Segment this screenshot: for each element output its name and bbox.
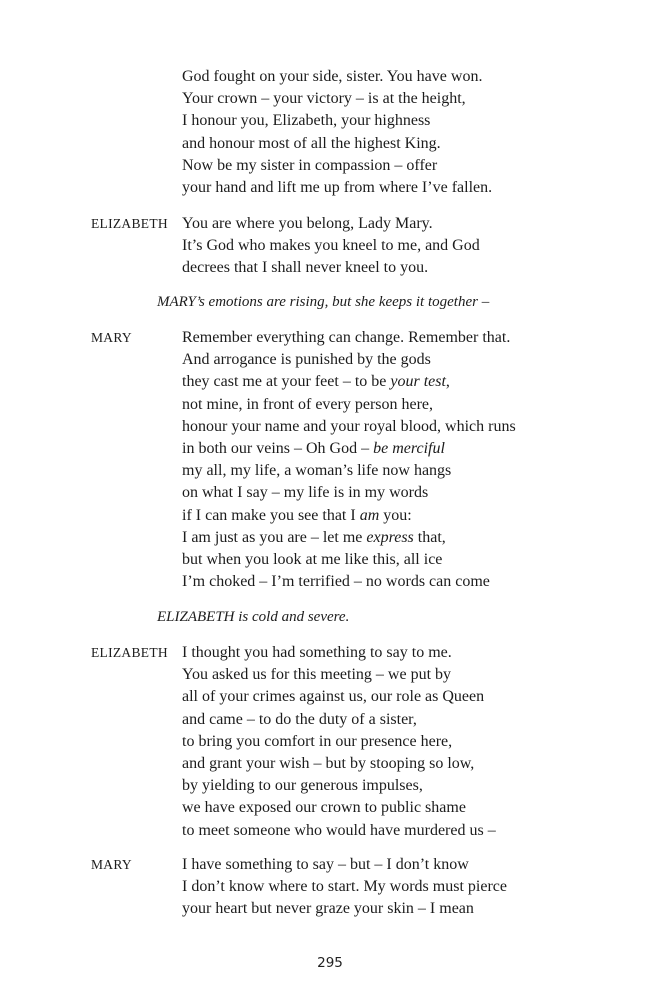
verse-line: all of your crimes against us, our role as Queen — [182, 688, 485, 706]
verse-line: on what I say – my life is in my words — [182, 484, 429, 502]
verse-line: to bring you comfort in our presence here, — [182, 732, 453, 750]
verse-line: I have something to say – but – I don’t know — [182, 856, 469, 873]
verse-line: It’s God who makes you kneel to me, and God — [182, 237, 480, 255]
emphasis-text: be merciful — [373, 440, 445, 458]
verse-line: we have exposed our crown to public shame — [182, 799, 466, 817]
verse-line: honour your name and your royal blood, which runs — [182, 417, 516, 435]
emphasis-text: am — [359, 506, 380, 524]
verse-line: I don’t know where to start. My words must pierce — [182, 878, 507, 896]
stage-direction: ELIZABETH is cold and severe. — [157, 609, 350, 625]
verse-line: in both our veins – Oh God – be merciful — [182, 440, 445, 458]
verse-line: You are where you belong, Lady Mary. — [182, 215, 433, 232]
verse-line: if I can make you see that I am you: — [182, 506, 412, 524]
page-number: 295 — [317, 955, 343, 971]
verse-line: my all, my life, a woman’s life now hangs — [182, 462, 452, 480]
verse-line: and honour most of all the highest King. — [182, 134, 441, 152]
verse-line: to meet someone who would have murdered us – — [182, 821, 496, 839]
emphasis-text: express — [366, 528, 414, 546]
verse-line: and came – to do the duty of a sister, — [182, 710, 417, 728]
verse-line: and grant your wish – but by stooping so low, — [182, 755, 475, 773]
verse-lines — [182, 213, 480, 280]
verse-line: I thought you had something to say to me. — [182, 644, 452, 661]
verse-line: Remember everything can change. Remember that. — [182, 329, 511, 346]
verse-line: your hand and lift me up from where I’ve fallen. — [182, 179, 493, 197]
verse-line: not mine, in front of every person here, — [182, 395, 434, 413]
verse-line: your heart but never graze your skin – I mean — [182, 900, 474, 918]
verse-lines — [182, 854, 507, 921]
speaker-name: ELIZABETH — [91, 645, 168, 660]
verse-lines — [182, 642, 496, 842]
verse-line: they cast me at your feet – to be your test, — [182, 373, 450, 391]
verse-line: You asked us for this meeting – we put by — [182, 666, 452, 684]
speaker-name: ELIZABETH — [91, 216, 168, 231]
verse-line: And arrogance is punished by the gods — [182, 351, 431, 369]
emphasis-text: your test — [390, 373, 446, 391]
verse-line: Your crown – your victory – is at the height, — [182, 90, 466, 108]
verse-line: God fought on your side, sister. You have won. — [182, 68, 483, 85]
verse-line: decrees that I shall never kneel to you. — [182, 259, 429, 277]
verse-line: Now be my sister in compassion – offer — [182, 156, 438, 174]
verse-lines — [182, 327, 516, 593]
verse-lines — [182, 66, 492, 199]
verse-line: but when you look at me like this, all ice — [182, 551, 443, 569]
verse-line: I honour you, Elizabeth, your highness — [182, 112, 431, 130]
verse-line: I am just as you are – let me express that, — [182, 528, 446, 546]
verse-line: I’m choked – I’m terrified – no words can come — [182, 573, 490, 591]
verse-line: by yielding to our generous impulses, — [182, 777, 423, 795]
speaker-name: MARY — [91, 330, 132, 345]
stage-direction: MARY’s emotions are rising, but she keeps it together – — [157, 294, 490, 310]
speaker-name: MARY — [91, 857, 132, 872]
